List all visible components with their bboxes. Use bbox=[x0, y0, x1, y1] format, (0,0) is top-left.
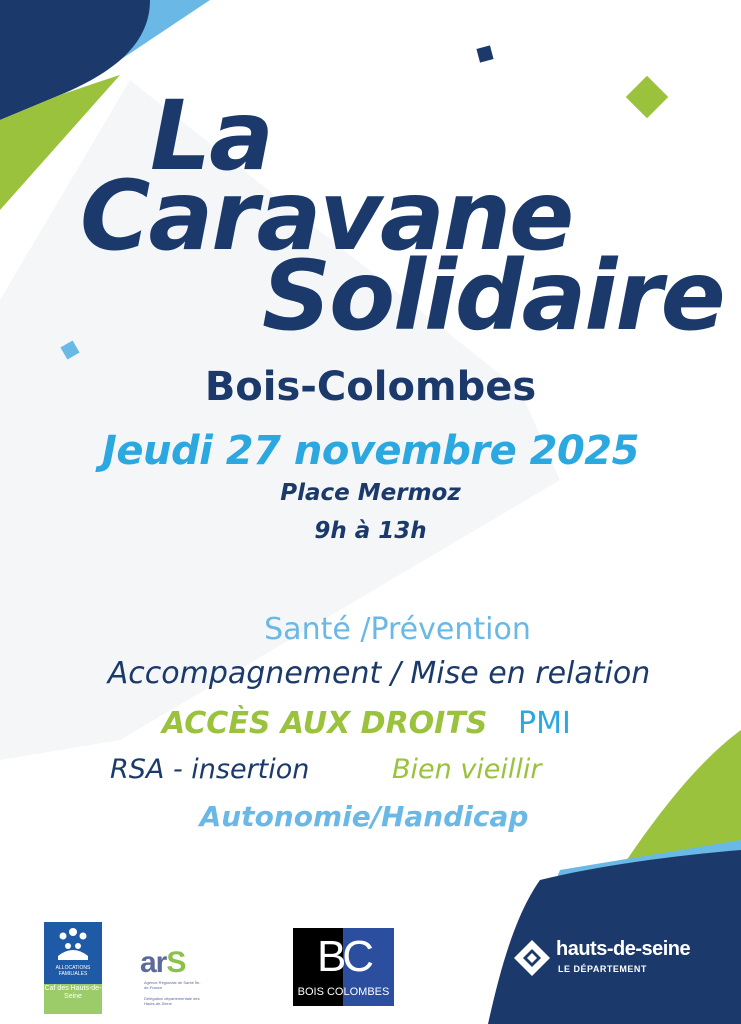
event-place: Place Mermoz bbox=[280, 480, 461, 506]
bois-colombes-logo-letters: BC bbox=[316, 932, 371, 981]
event-date: Jeudi 27 novembre 2025 bbox=[102, 428, 639, 474]
caf-logo bbox=[44, 922, 102, 1014]
hauts-de-seine-diamond-icon bbox=[512, 938, 552, 978]
ars-logo-letters: ar bbox=[140, 946, 167, 979]
service-rsa: RSA - insertion bbox=[110, 754, 310, 785]
service-bien-vieillir: Bien vieillir bbox=[392, 754, 542, 785]
hauts-de-seine-logo-name: hauts-de-seine bbox=[556, 938, 691, 960]
event-hours: 9h à 13h bbox=[314, 518, 427, 544]
ars-logo-subtitle-2: Délégation départementale des Hauts-de-Seine bbox=[144, 996, 200, 1006]
service-pmi: PMI bbox=[518, 706, 571, 741]
ars-logo-mark bbox=[140, 946, 185, 980]
ars-logo bbox=[140, 946, 220, 1008]
service-sante: Santé /Prévention bbox=[264, 612, 531, 647]
title-line-1: La bbox=[150, 80, 272, 192]
caf-logo-text-bottom: Caf des Hauts-de-Seine bbox=[44, 985, 102, 1000]
event-city: Bois-Colombes bbox=[204, 364, 537, 410]
service-accompagnement: Accompagnement / Mise en relation bbox=[107, 656, 651, 691]
bois-colombes-logo bbox=[293, 928, 394, 1006]
caf-logo-top bbox=[44, 922, 102, 984]
title-line-3: Solidaire bbox=[262, 240, 724, 352]
caf-logo-bottom bbox=[44, 984, 102, 1014]
ars-logo-subtitle: Agence Régionale de Santé Île-de-France bbox=[144, 980, 201, 990]
ars-logo-letter-s: S bbox=[166, 946, 186, 979]
caf-family-icon bbox=[44, 922, 102, 966]
hauts-de-seine-logo bbox=[512, 934, 722, 982]
square-navy bbox=[476, 45, 493, 62]
title-line-2: Caravane bbox=[80, 160, 573, 272]
square-green bbox=[626, 76, 668, 118]
caf-logo-text-top: ALLOCATIONS FAMILIALES bbox=[55, 965, 91, 977]
hauts-de-seine-logo-sub: LE DÉPARTEMENT bbox=[558, 964, 647, 974]
service-acces-droits: ACCÈS AUX DROITS bbox=[162, 706, 488, 741]
bois-colombes-logo-name: BOIS COLOMBES bbox=[297, 986, 390, 998]
service-autonomie: Autonomie/Handicap bbox=[199, 800, 529, 833]
